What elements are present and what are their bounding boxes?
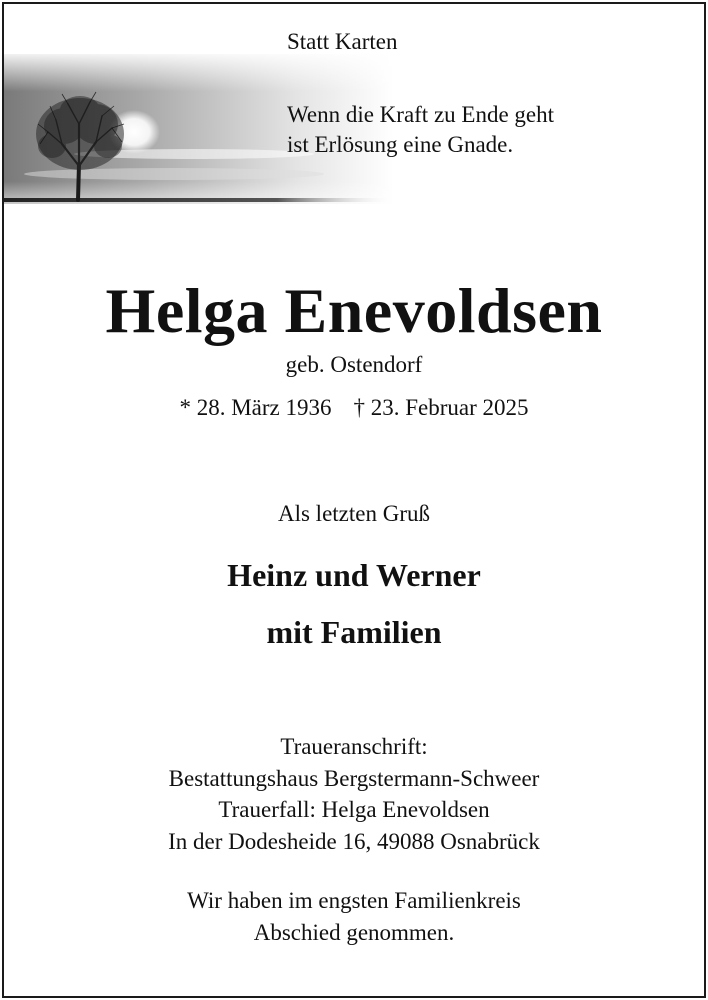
birth-date: * 28. März 1936: [179, 395, 332, 420]
closing-line-2: Abschied genommen.: [253, 919, 455, 945]
quote-line-1: Wenn die Kraft zu Ende geht: [287, 102, 555, 127]
statt-karten-text: Statt Karten: [287, 29, 398, 54]
family-line-2: mit Familien: [266, 614, 442, 650]
greeting-text: Als letzten Gruß: [277, 501, 430, 526]
quote: [287, 100, 554, 160]
address-line-2: Bestattungshaus Bergstermann-Schweer: [168, 765, 540, 791]
life-dates: [0, 393, 708, 423]
quote-line-2: ist Erlösung eine Gnade.: [287, 132, 514, 157]
address-line-1: Traueranschrift:: [280, 734, 428, 759]
address-block: [0, 731, 708, 857]
deceased-name: Helga Enevoldsen: [105, 275, 603, 346]
closing-block: [0, 885, 708, 948]
closing-line-1: Wir haben im engsten Familienkreis: [187, 888, 521, 913]
death-date: † 23. Februar 2025: [353, 395, 529, 420]
maiden-name: geb. Ostendorf: [285, 352, 423, 377]
address-line-4: In der Dodesheide 16, 49088 Osnabrück: [168, 828, 540, 854]
address-line-3: Trauerfall: Helga Enevoldsen: [218, 797, 490, 822]
family-line-1: Heinz und Werner: [227, 557, 481, 593]
